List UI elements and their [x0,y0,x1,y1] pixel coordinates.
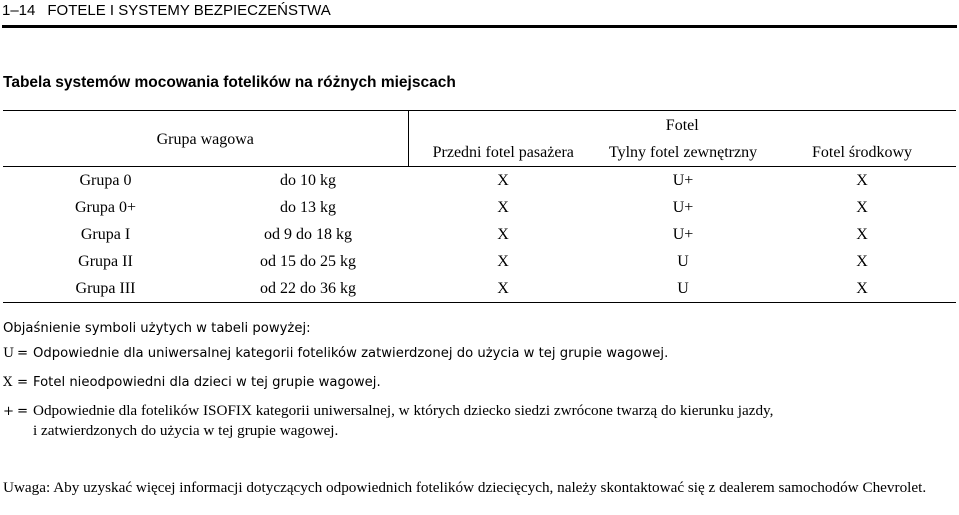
value-cell: X [497,171,509,189]
weight-group-header: Grupa wagowa [3,111,408,167]
value-cell: U+ [672,225,694,243]
weight-cell: od 15 do 25 kg [260,252,356,270]
legend-item-plus [3,402,773,421]
group-cell: Grupa III [3,275,208,303]
table-row [3,167,956,195]
weight-cell: do 13 kg [280,198,336,216]
value-cell: X [408,275,598,303]
legend-item-x [3,374,381,392]
value-cell: X [497,198,509,216]
value-cell: X [768,275,956,303]
child-seat-table [3,110,956,303]
legend-eq: = [17,346,29,361]
value-cell: X [497,252,509,270]
group-cell: Grupa II [78,252,133,270]
value-cell: U+ [672,198,694,216]
table-row [3,221,956,248]
legend-intro: Objaśnienie symboli użytych w tabeli powyżej: [3,321,311,336]
weight-cell: od 22 do 36 kg [208,275,408,303]
value-cell: U [598,275,768,303]
legend-text-cont: i zatwierdzonych do użycia w tej grupie wagowej. [33,422,339,439]
value-cell: X [856,252,868,270]
legend-symbol: X [3,375,13,390]
value-cell: U+ [672,171,694,189]
weight-cell: od 9 do 18 kg [264,225,352,243]
col-rear-outer: Tylny fotel zewnętrzny [598,139,768,167]
weight-cell: do 10 kg [280,171,336,189]
legend-item-plus-cont [33,422,338,441]
legend-eq: = [17,375,29,390]
value-cell: X [856,198,868,216]
page-header [2,2,957,19]
table-row [3,194,956,221]
group-cell: Grupa I [80,225,131,243]
value-cell: U [677,252,689,270]
legend-eq: = [17,404,29,419]
legend-text: Fotel nieodpowiedni dla dzieci w tej grupie wagowej. [33,375,381,390]
legend-text: Odpowiednie dla uniwersalnej kategorii fotelików zatwierdzonej do użycia w tej grupie wagowej. [33,346,669,361]
value-cell: X [856,171,868,189]
header-rule [2,25,957,28]
col-front-passenger: Przedni fotel pasażera [408,139,598,167]
note: Uwaga: Aby uzyskać więcej informacji dotyczących odpowiednich fotelików dziecięcych, należy skontaktować się z dealerem samochodów Chevrolet. [3,479,927,496]
value-cell: X [497,225,509,243]
group-cell: Grupa 0 [79,171,132,189]
page-number: 1–14 [2,2,36,19]
group-cell: Grupa 0+ [74,198,136,216]
col-middle: Fotel środkowy [768,139,956,167]
table-row [3,275,956,303]
legend-text: Odpowiednie dla fotelików ISOFIX kategorii uniwersalnej, w których dziecko siedzi zwrócone twarzą do kierunku jazdy, [33,402,774,419]
legend-symbol: + [3,404,15,419]
seat-header: Fotel [408,111,956,140]
section-title: FOTELE I SYSTEMY BEZPIECZEŃSTWA [47,2,331,19]
legend-item-u [3,345,668,363]
table-title: Tabela systemów mocowania fotelików na różnych miejscach [3,74,456,91]
table-row [3,248,956,275]
value-cell: X [856,225,868,243]
legend-symbol: U [3,346,15,361]
